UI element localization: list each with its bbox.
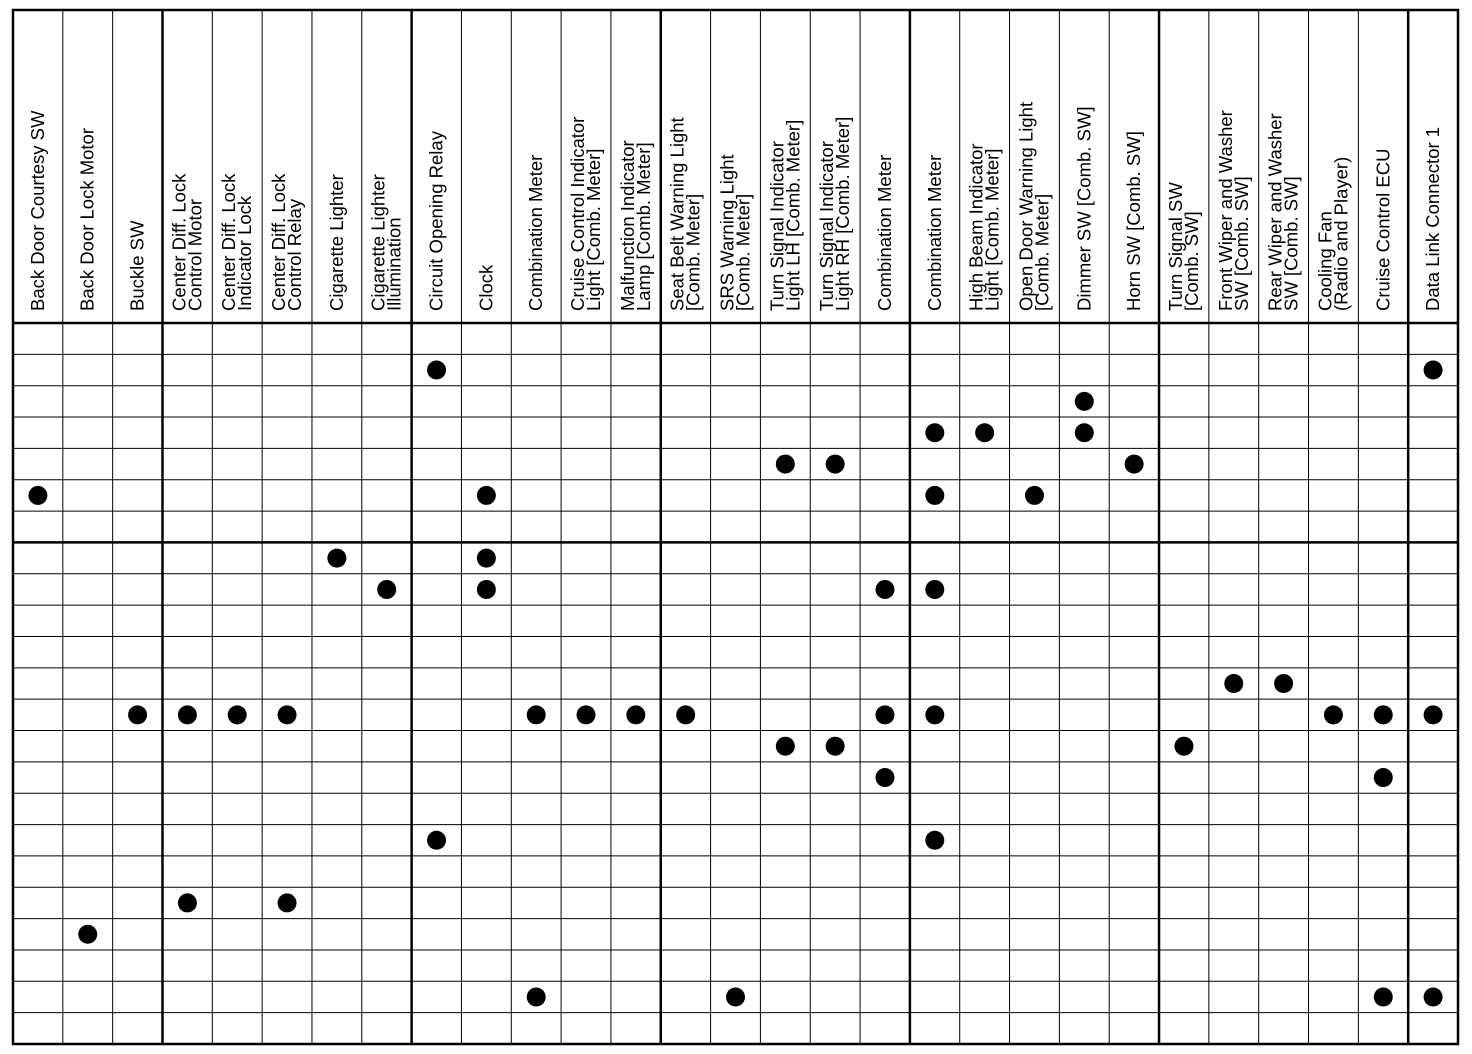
connection-dot	[875, 705, 894, 724]
column-header-label: Back Door Lock Motor	[76, 127, 98, 311]
connection-dot	[1075, 392, 1094, 411]
column-header	[268, 173, 305, 311]
column-header-label: Clock	[475, 264, 497, 311]
column-header-label: Light [Comb. Meter]	[981, 148, 1003, 311]
column-header-label: High Beam Indicator	[965, 143, 987, 311]
column-header	[1073, 106, 1094, 311]
column-header-label: Combination Meter	[525, 154, 547, 311]
connection-dot	[1075, 423, 1094, 442]
column-header-label: Light RH [Comb. Meter]	[832, 116, 854, 311]
connection-dot	[1324, 705, 1343, 724]
column-header-label: Cigarette Lighter	[325, 174, 347, 311]
column-header-label: [Comb. Meter]	[1031, 193, 1053, 311]
connection-dot	[1374, 987, 1393, 1006]
column-header-label: [Comb. Meter]	[732, 193, 754, 311]
connection-dot	[875, 768, 894, 787]
column-header-label: Indicator Lock	[234, 195, 256, 311]
connection-dot	[1125, 455, 1144, 474]
column-header	[816, 117, 853, 311]
column-header	[617, 140, 654, 311]
connection-dot	[278, 893, 297, 912]
column-header-label: Light LH [Comb. Meter]	[782, 119, 804, 311]
column-header	[874, 155, 895, 311]
column-header-label: Control Relay	[284, 198, 306, 311]
column-header-label: (Radio and Player)	[1330, 156, 1352, 311]
column-header-label: Lamp [Comb. Meter]	[632, 142, 654, 311]
connection-dot	[1224, 674, 1243, 693]
column-header-label: Light [Comb. Meter]	[583, 148, 605, 311]
column-header-label: Malfunction Indicator	[616, 140, 638, 311]
column-header	[1165, 182, 1202, 311]
connection-dot	[1424, 987, 1443, 1006]
column-header-label: SW [Comb. SW]	[1230, 176, 1252, 311]
column-header-label: Center Diff. Lock	[268, 173, 290, 311]
connection-dot	[1374, 768, 1393, 787]
column-header-label: [Comb. SW]	[1180, 211, 1202, 311]
column-header-label: Turn Signal SW	[1164, 182, 1186, 311]
connection-dot	[826, 455, 845, 474]
column-header-label: SW [Comb. SW]	[1280, 176, 1302, 311]
column-header-label: Seat Belt Warning Light	[666, 117, 688, 311]
connection-dot	[1274, 674, 1293, 693]
connection-dot	[1174, 737, 1193, 756]
column-header-label: Combination Meter	[873, 154, 895, 311]
column-header	[326, 174, 347, 311]
connection-dot	[1374, 705, 1393, 724]
connection-dot	[577, 705, 596, 724]
column-header	[1265, 113, 1302, 311]
connection-dot	[1424, 361, 1443, 380]
connection-dot	[178, 705, 197, 724]
connection-dot	[925, 580, 944, 599]
column-header-label: Turn Signal Indicator	[766, 140, 788, 311]
column-header	[1422, 127, 1443, 311]
column-header-label: Turn Signal Indicator	[816, 140, 838, 311]
column-header-label: Data Link Connector 1	[1422, 126, 1444, 311]
connection-dot	[826, 737, 845, 756]
connection-dot	[427, 831, 446, 850]
column-header	[924, 155, 945, 311]
connection-dot	[477, 549, 496, 568]
connection-dot	[527, 987, 546, 1006]
connection-dot	[527, 705, 546, 724]
column-header	[766, 120, 803, 311]
column-header	[218, 173, 255, 311]
column-headers	[27, 102, 1443, 311]
column-header	[667, 117, 704, 311]
connection-dot	[427, 361, 446, 380]
column-header-label: Center Diff. Lock	[168, 173, 190, 311]
column-header-label: Open Door Warning Light	[1015, 101, 1037, 311]
connection-dot	[278, 705, 297, 724]
column-header-label: Cigarette Lighter	[367, 174, 389, 311]
connection-dots	[28, 361, 1442, 1007]
column-header-label: Center Diff. Lock	[218, 173, 240, 311]
connection-dot	[776, 737, 795, 756]
connection-dot	[128, 705, 147, 724]
connection-dot	[78, 925, 97, 944]
column-header	[966, 143, 1003, 311]
column-header-label: Cruise Control Indicator	[567, 116, 589, 311]
connection-dot	[925, 831, 944, 850]
column-header	[717, 154, 754, 311]
connection-dot	[377, 580, 396, 599]
column-header	[1215, 110, 1252, 311]
column-header	[77, 128, 98, 311]
connection-dot	[228, 705, 247, 724]
connection-dot	[477, 486, 496, 505]
column-header-label: Rear Wiper and Washer	[1264, 113, 1286, 311]
column-header	[475, 264, 496, 311]
connection-dot	[925, 705, 944, 724]
column-header-label: Cruise Control ECU	[1372, 148, 1394, 311]
column-header-label: Cooling Fan	[1314, 211, 1336, 311]
connection-dot	[1424, 705, 1443, 724]
column-header	[1372, 149, 1393, 311]
connection-dot	[726, 987, 745, 1006]
connection-dot	[477, 580, 496, 599]
column-header	[127, 220, 148, 311]
connection-dot	[875, 580, 894, 599]
column-header-label: Front Wiper and Washer	[1214, 110, 1236, 311]
column-header	[1015, 102, 1052, 311]
column-header-label: Horn SW [Comb. SW]	[1123, 131, 1145, 311]
column-header-label: [Comb. Meter]	[682, 193, 704, 311]
connection-dot	[626, 705, 645, 724]
column-header-label: Illumination	[383, 217, 405, 311]
column-header-label: Back Door Courtesy SW	[26, 110, 48, 311]
column-header-label: Combination Meter	[923, 154, 945, 311]
connection-dot	[327, 549, 346, 568]
column-header	[567, 117, 604, 311]
connection-dot	[28, 486, 47, 505]
column-header-label: SRS Warning Light	[716, 154, 738, 311]
column-header	[1314, 157, 1351, 311]
column-header	[525, 155, 546, 311]
connection-dot	[1025, 486, 1044, 505]
column-header	[168, 173, 205, 311]
connection-dot	[975, 423, 994, 442]
column-header	[426, 130, 447, 311]
connection-dot	[925, 486, 944, 505]
connection-dot	[676, 705, 695, 724]
connection-dot	[776, 455, 795, 474]
connection-dot	[925, 423, 944, 442]
column-header-label: Circuit Opening Relay	[425, 131, 447, 311]
column-header	[27, 110, 48, 311]
column-header	[1123, 131, 1144, 311]
column-header-label: Control Motor	[184, 198, 206, 311]
connection-dot	[178, 893, 197, 912]
column-header-label: Buckle SW	[126, 220, 148, 311]
column-header	[368, 174, 405, 311]
column-header-label: Dimmer SW [Comb. SW]	[1073, 106, 1095, 311]
